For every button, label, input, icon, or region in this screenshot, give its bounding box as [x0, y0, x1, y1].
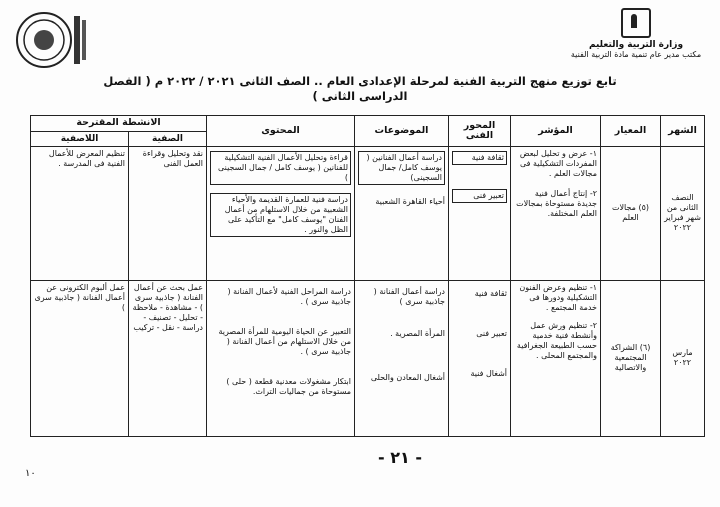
header-month: الشهر [661, 116, 705, 147]
topic-item: أحياء القاهرة الشعبية [375, 197, 445, 207]
indicator-item: ٢- إنتاج أعمال فنية جديدة مستوحاة بمجالات العلم المختلفة. [516, 189, 597, 219]
axis-item: ثقافة فنية [452, 151, 507, 165]
directorate-seal-icon [12, 10, 90, 70]
content-cell [207, 280, 355, 436]
axis-item: أشغال فنية [470, 368, 507, 378]
axis-item: تعبير فنى [476, 328, 507, 338]
document-title: تابع توزيع منهج التربية الفنية لمرحلة الإعدادى العام .. الصف الثانى ٢٠٢١ / ٢٠٢٢ م ( الفصل الدراسى الثانى ) [103, 74, 617, 103]
header-standard: المعيار [601, 116, 661, 147]
eagle-emblem-icon [621, 8, 651, 38]
curriculum-table [30, 115, 705, 437]
ministry-name: وزارة التربية والتعليم [588, 40, 684, 50]
axis-item: تعبير فنى [452, 189, 507, 203]
extracurricular-activity-cell: عمل ألبوم الكترونى عن أعمال الفنانة ( جاذبية سرى ) [31, 280, 129, 436]
standard-cell: (٥) مجالات العلم [601, 147, 661, 280]
topic-cell [355, 280, 449, 436]
header-activities: الانشطة المقترحة [31, 116, 207, 132]
page-number: ١٠ [25, 468, 36, 479]
classroom-activity-cell: عمل بحث عن أعمال الفنانة ( جاذبية سرى ) - مشاهدة - ملاحظة - تحليل - تصنيف - دراسة - نقل - تركيب [129, 280, 207, 436]
topic-item: دراسة أعمال الفنانين ( يوسف كامل/ جمال السجينى) [358, 151, 445, 185]
content-item: قراءة وتحليل الأعمال الفنية التشكيلية للفنانين ( يوسف كامل / جمال السجينى ) [210, 151, 351, 185]
content-item: ابتكار مشغولات معدنية قطعة ( حلى ) مستوحاة من جماليات التراث. [226, 376, 351, 396]
table-row [31, 147, 705, 280]
header-content: المحتوى [207, 116, 355, 147]
header-indicator: المؤشر [511, 116, 601, 147]
office-name: مكتب مدير عام تنمية مادة التربية الفنية [570, 50, 702, 59]
header-topics: الموضوعات [355, 116, 449, 147]
indicator-item: ١- عرض و تحليل لبعض المفردات التشكيلية فى مجالات العلم . [519, 149, 597, 179]
handwritten-page-mark: - ٢١ - [378, 448, 422, 467]
header-classroom: الصفية [129, 131, 207, 147]
indicator-cell [511, 147, 601, 280]
indicator-cell [511, 280, 601, 436]
header-axis: المحور الفنى [449, 116, 511, 147]
topic-item: أشغال المعادن والحلى [370, 372, 445, 382]
indicator-item: ٢- تنظيم ورش عمل وأنشطة فنية خدمية حسب الطبيعة الجغرافية والمجتمع المحلى . [516, 320, 597, 360]
content-cell [207, 147, 355, 280]
content-item: دراسة فنية للعمارة القديمة والأحياء الشعبية من خلال الاستلهام من أعمال الفنان "يوسف كامل" مع التأكيد على الظل والنور . [210, 193, 351, 237]
classroom-activity-cell: نقد وتحليل وقراءة العمل الفنى [129, 147, 207, 280]
topic-item: المرأة المصرية . [390, 328, 445, 338]
ministry-header [566, 8, 706, 60]
month-cell: مارس ٢٠٢٢ [661, 280, 705, 436]
content-item: دراسة المراحل الفنية لأعمال الفنانة ( جاذبية سرى ) . [227, 286, 351, 306]
axis-cell [449, 280, 511, 436]
standard-cell: (٦) الشراكة المجتمعية والاتصالية [601, 280, 661, 436]
axis-cell [449, 147, 511, 280]
topic-cell [355, 147, 449, 280]
indicator-item: ١- تنظيم وعرض الفنون التشكيلية ودورها فى خدمة المجتمع . [519, 282, 597, 312]
topic-item: دراسة أعمال الفنانة ( جاذبية سرى ) [373, 286, 445, 306]
table-row [31, 280, 705, 436]
axis-item: ثقافة فنية [474, 288, 507, 298]
content-item: التعبير عن الحياة اليومية للمرأة المصرية من خلال الاستلهام من أعمال الفنانة ( جاذبية سرى ) . [218, 326, 351, 356]
header-extracurricular: اللاصفية [31, 131, 129, 147]
month-cell: النصف الثانى من شهر فبراير ٢٠٢٢ [661, 147, 705, 280]
extracurricular-activity-cell: تنظيم المعرض للأعمال الفنية فى المدرسة . [31, 147, 129, 280]
